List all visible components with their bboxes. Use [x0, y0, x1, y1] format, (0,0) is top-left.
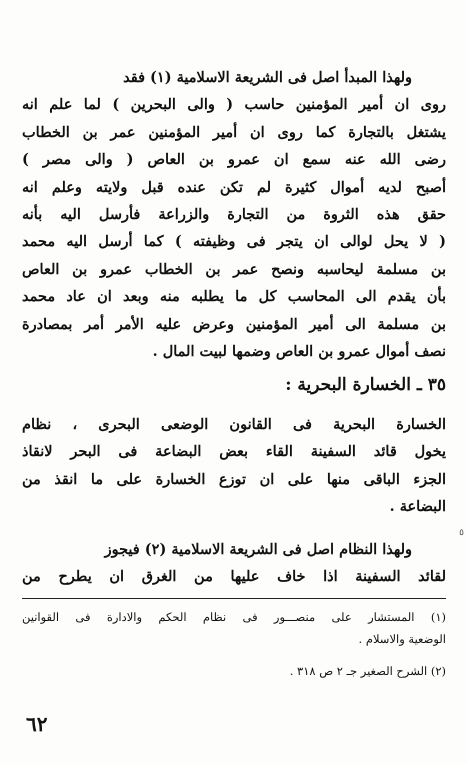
- paragraph-line: يخول قائد السفينة القاء بعض البضاعة فى البحر لانقاذ: [22, 443, 446, 461]
- paragraph-line: ولهذا النظام اصل فى الشريعة الاسلامية (٢) فيجوز: [104, 541, 412, 558]
- paragraph-line: يشتغل بالتجارة كما روى ان أمير المؤمنين عمر بن الخطاب: [22, 123, 446, 141]
- paragraph-1: [22, 64, 446, 365]
- paragraph-line: روى ان أمير المؤمنين حاسب ( والى البحرين ) لما علم انه: [22, 96, 446, 114]
- paragraph-3: [22, 536, 446, 591]
- paragraph-line: رضى الله عنه سمع ان عمرو بن العاص ( والى مصر ): [22, 151, 446, 169]
- footnote-2: (٢) الشرح الصغير جـ ٢ ص ٣١٨ .: [289, 664, 446, 678]
- paragraph-line: ( لا يحل لوالى ان يتجر فى وظيفته ) كما أرسل اليه محمد: [22, 233, 446, 251]
- paragraph-2: [22, 411, 446, 521]
- paragraph-line: بأن يقدم الى المحاسب كل ما يطلبه منه وبعد ان عاد محمد: [22, 288, 446, 306]
- margin-mark: ٥: [459, 528, 464, 538]
- paragraph-line: البضاعة .: [389, 498, 446, 516]
- paragraph-line: الخسارة البحرية فى القانون الوضعى البحرى ، نظام: [22, 416, 446, 433]
- paragraph-line: لقائد السفينة اذا خاف عليها من الغرق ان يطرح من: [22, 568, 446, 586]
- page-number: ٦٢: [26, 712, 48, 736]
- paragraph-line: ولهذا المبدأ اصل فى الشريعة الاسلامية (١) فقد: [123, 69, 412, 86]
- footnote-divider: [22, 598, 446, 599]
- section-heading: ٣٥ ـ الخسارة البحرية :: [285, 375, 446, 395]
- paragraph-line: بن مسلمة الى أمير المؤمنين وعرض عليه الأمر أمر بمصادرة: [22, 315, 446, 333]
- paragraph-line: الجزء الباقى منها على ان توزع الخسارة على ما انقذ من: [22, 470, 446, 488]
- footnote-1-line: (١) المستشار على منصـــور فى نظام الحكم والادارة فى القوانين: [22, 610, 446, 624]
- footnotes: [22, 606, 446, 682]
- footnote-1-line: الوضعية والاسلام .: [358, 632, 446, 646]
- paragraph-line: بن مسلمة ليحاسبه ونصح عمر بن الخطاب عمرو بن العاص: [22, 260, 446, 278]
- paragraph-line: حقق هذه الثروة من التجارة والزراعة فأرسل اليه بأنه: [22, 205, 446, 223]
- paragraph-line: نصف أموال عمرو بن العاص وضمها لبيت المال .: [152, 342, 446, 360]
- paragraph-line: أصبح لديه أموال كثيرة لم تكن عنده قبل ولايته وعلم انه: [22, 178, 446, 196]
